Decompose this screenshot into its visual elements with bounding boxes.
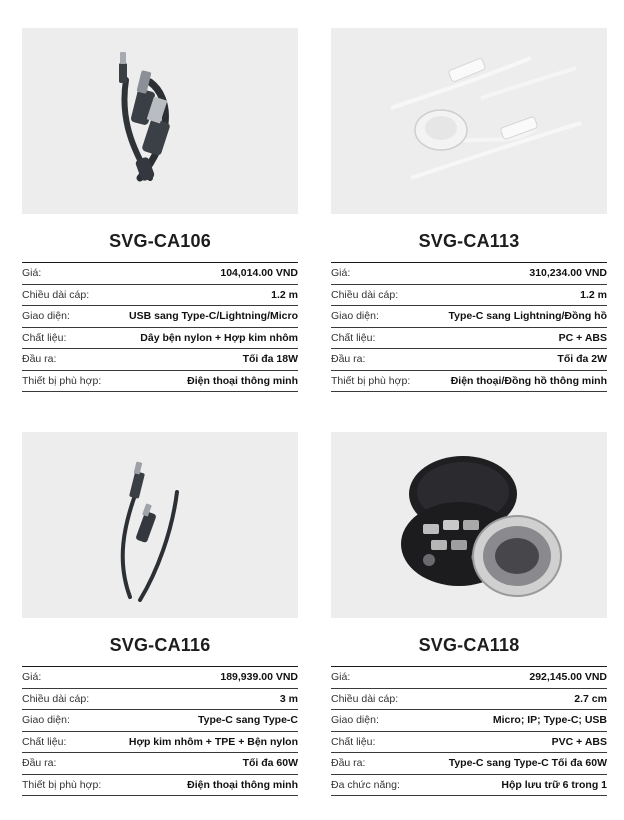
- spec-row: [331, 285, 607, 307]
- spec-label: Giá:: [22, 267, 42, 280]
- spec-label: Chiều dài cáp:: [331, 288, 399, 301]
- spec-value: 2.7 cm: [574, 692, 607, 705]
- spec-value: Điện thoại thông minh: [187, 374, 298, 387]
- spec-label: Đầu ra:: [331, 353, 366, 366]
- spec-label: Giao diện:: [22, 714, 70, 727]
- spec-row: [331, 306, 607, 328]
- spec-label: Thiết bị phù hợp:: [22, 374, 102, 387]
- spec-value: Type-C sang Type-C: [198, 714, 298, 727]
- spec-label: Giá:: [331, 671, 351, 684]
- spec-value: Tối đa 60W: [242, 757, 298, 770]
- spec-value: 104,014.00 VND: [220, 267, 298, 280]
- watch-charger-cable-icon: [331, 28, 607, 214]
- spec-value: Dây bện nylon + Hợp kim nhôm: [140, 331, 298, 344]
- spec-label: Giao diện:: [331, 714, 379, 727]
- product-title: SVG-CA118: [418, 635, 520, 655]
- spec-table: [22, 666, 298, 796]
- spec-row: [331, 689, 607, 711]
- spec-value: 1.2 m: [580, 288, 607, 301]
- spec-row: [22, 328, 298, 350]
- spec-row: [331, 349, 607, 371]
- spec-label: Thiết bị phù hợp:: [331, 374, 411, 387]
- spec-row: [331, 328, 607, 350]
- product-title: SVG-CA116: [109, 635, 211, 655]
- spec-label: Chất liệu:: [331, 735, 376, 748]
- spec-row: [22, 732, 298, 754]
- spec-value: 3 m: [279, 692, 298, 705]
- product-card: [331, 432, 607, 796]
- spec-label: Chiều dài cáp:: [331, 692, 399, 705]
- product-image: [331, 432, 607, 618]
- spec-value: Micro; IP; Type-C; USB: [492, 714, 607, 727]
- spec-value: Type-C sang Lightning/Đồng hồ: [448, 310, 607, 323]
- spec-value: 292,145.00 VND: [529, 671, 607, 684]
- spec-row: [331, 753, 607, 775]
- product-title: SVG-CA113: [418, 231, 520, 251]
- spec-value: Type-C sang Type-C Tối đa 60W: [448, 757, 607, 770]
- spec-label: Đầu ra:: [331, 757, 366, 770]
- spec-label: Giá:: [22, 671, 42, 684]
- spec-label: Giao diện:: [331, 310, 379, 323]
- spec-label: Đa chức năng:: [331, 778, 400, 791]
- spec-row: [22, 371, 298, 393]
- spec-row: [331, 732, 607, 754]
- product-image: [22, 28, 298, 214]
- spec-value: PVC + ABS: [551, 735, 607, 748]
- spec-row: [22, 775, 298, 797]
- spec-label: Thiết bị phù hợp:: [22, 778, 102, 791]
- spec-row: [331, 710, 607, 732]
- product-card: [22, 28, 298, 392]
- spec-row: [22, 710, 298, 732]
- product-image: [22, 432, 298, 618]
- spec-row: [22, 263, 298, 285]
- spec-label: Giá:: [331, 267, 351, 280]
- spec-value: PC + ABS: [558, 331, 607, 344]
- cable-storage-box-icon: [331, 432, 607, 618]
- spec-value: Hộp lưu trữ 6 trong 1: [501, 778, 607, 791]
- spec-value: Hợp kim nhôm + TPE + Bện nylon: [128, 735, 298, 748]
- spec-row: [22, 667, 298, 689]
- spec-label: Đầu ra:: [22, 757, 57, 770]
- spec-row: [22, 285, 298, 307]
- product-title: SVG-CA106: [109, 231, 211, 251]
- product-card: [331, 28, 607, 392]
- product-card: [22, 432, 298, 796]
- spec-label: Chất liệu:: [331, 331, 376, 344]
- spec-row: [331, 371, 607, 393]
- spec-value: 189,939.00 VND: [220, 671, 298, 684]
- braided-usb-cable-icon: [22, 28, 298, 214]
- spec-row: [331, 667, 607, 689]
- spec-value: Điện thoại/Đồng hồ thông minh: [450, 374, 607, 387]
- spec-value: Tối đa 18W: [242, 353, 298, 366]
- spec-row: [331, 775, 607, 797]
- spec-row: [22, 306, 298, 328]
- product-image: [331, 28, 607, 214]
- spec-label: Chiều dài cáp:: [22, 692, 90, 705]
- spec-value: Tối đa 2W: [557, 353, 607, 366]
- spec-label: Chất liệu:: [22, 735, 67, 748]
- spec-value: 1.2 m: [271, 288, 298, 301]
- spec-value: USB sang Type-C/Lightning/Micro: [129, 310, 298, 323]
- spec-label: Chiều dài cáp:: [22, 288, 90, 301]
- spec-row: [331, 263, 607, 285]
- spec-table: [331, 666, 607, 796]
- spec-row: [22, 753, 298, 775]
- spec-value: Điện thoại thông minh: [187, 778, 298, 791]
- spec-row: [22, 349, 298, 371]
- spec-label: Chất liệu:: [22, 331, 67, 344]
- spec-value: 310,234.00 VND: [529, 267, 607, 280]
- spec-label: Giao diện:: [22, 310, 70, 323]
- spec-row: [22, 689, 298, 711]
- braided-type-c-cable-icon: [22, 432, 298, 618]
- spec-table: [331, 262, 607, 392]
- spec-label: Đầu ra:: [22, 353, 57, 366]
- spec-table: [22, 262, 298, 392]
